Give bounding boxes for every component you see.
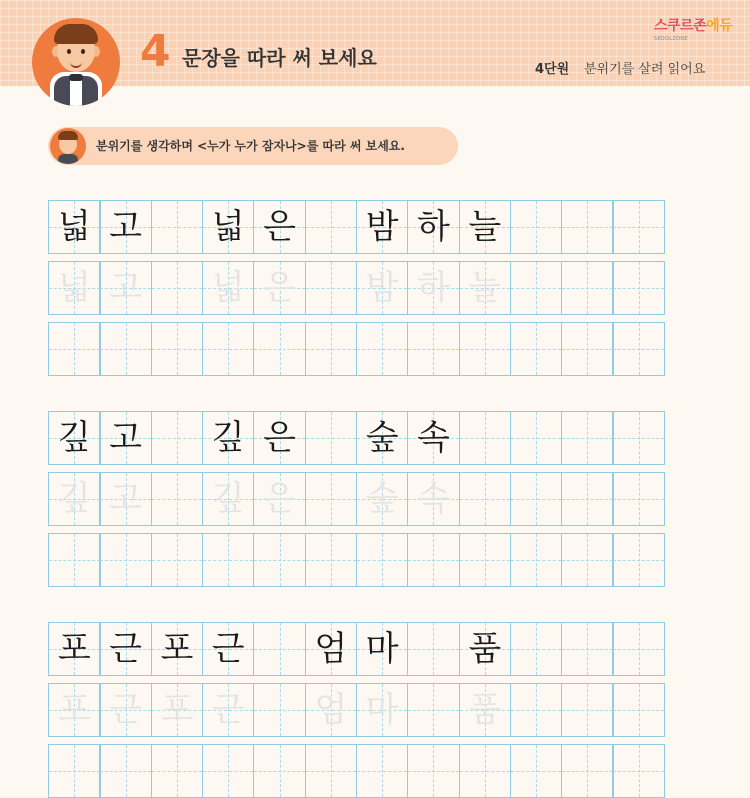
writing-cell-empty [99, 744, 152, 798]
unit-number: 4 [140, 26, 171, 77]
model-cell [407, 411, 460, 465]
trace-cell [151, 472, 204, 526]
model-cell [305, 200, 358, 254]
writing-cell-empty [151, 533, 204, 587]
trace-character: 하 [417, 268, 450, 308]
trace-character: 근 [109, 690, 142, 730]
blank-row-1 [48, 322, 665, 376]
model-cell [407, 622, 460, 676]
writing-cell-empty [459, 322, 512, 376]
trace-cell [561, 261, 614, 315]
writing-cell-empty [561, 744, 614, 798]
trace-row-3 [48, 683, 665, 737]
writing-cell-empty [612, 322, 665, 376]
writing-cell-empty [305, 322, 358, 376]
model-cell [561, 411, 614, 465]
writing-cell-empty [151, 322, 204, 376]
writing-cell-empty [151, 744, 204, 798]
model-cell [510, 622, 563, 676]
brand-logo-sub: SKOOLZONE [654, 36, 688, 42]
model-character: 고 [109, 418, 142, 458]
writing-cell-empty [407, 744, 460, 798]
trace-cell [202, 683, 255, 737]
trace-cell [253, 683, 306, 737]
model-cell [561, 622, 614, 676]
trace-cell [202, 472, 255, 526]
writing-cell-empty [459, 533, 512, 587]
trace-cell [612, 261, 665, 315]
model-cell [99, 200, 152, 254]
model-character: 속 [417, 418, 450, 458]
writing-cell-empty [356, 533, 409, 587]
model-character: 넓 [57, 207, 91, 247]
model-cell [305, 411, 358, 465]
trace-character: 근 [211, 690, 245, 730]
model-character: 엄 [314, 629, 348, 669]
model-cell [459, 411, 512, 465]
trace-cell [253, 261, 306, 315]
trace-cell [151, 261, 204, 315]
model-cell [48, 411, 101, 465]
blank-row-3 [48, 744, 665, 798]
writing-cell-empty [99, 322, 152, 376]
trace-cell [612, 683, 665, 737]
trace-character: 품 [468, 690, 502, 730]
model-cell [202, 200, 255, 254]
model-cell [48, 622, 101, 676]
model-character: 근 [211, 629, 245, 669]
instruction-text: 분위기를 생각하며 <누가 누가 잠자나>를 따라 써 보세요. [96, 139, 405, 153]
model-cell [48, 200, 101, 254]
trace-cell [459, 261, 512, 315]
trace-cell [407, 683, 460, 737]
writing-cell-empty [253, 533, 306, 587]
model-cell [356, 411, 409, 465]
model-character: 밤 [365, 207, 399, 247]
writing-cell-empty [407, 533, 460, 587]
page-title: 문장을 따라 써 보세요 [182, 46, 377, 70]
trace-character: 넓 [57, 268, 91, 308]
trace-cell [561, 683, 614, 737]
writing-cell-empty [510, 533, 563, 587]
model-character: 근 [109, 629, 142, 669]
model-cell [407, 200, 460, 254]
model-cell [612, 411, 665, 465]
model-character: 숲 [365, 418, 399, 458]
writing-cell-empty [48, 744, 101, 798]
trace-character: 속 [417, 479, 450, 519]
model-cell [253, 200, 306, 254]
model-row-1 [48, 200, 665, 254]
trace-character: 고 [109, 479, 142, 519]
trace-cell [48, 472, 101, 526]
model-row-2 [48, 411, 665, 465]
model-character: 깊 [57, 418, 91, 458]
model-cell [459, 200, 512, 254]
trace-character: 은 [263, 479, 296, 519]
writing-cell-empty [48, 322, 101, 376]
model-cell [253, 622, 306, 676]
writing-cell-empty [510, 744, 563, 798]
trace-cell [99, 261, 152, 315]
trace-character: 엄 [314, 690, 348, 730]
trace-cell [407, 472, 460, 526]
writing-cell-empty [99, 533, 152, 587]
trace-cell [510, 472, 563, 526]
trace-cell [612, 472, 665, 526]
model-cell [99, 411, 152, 465]
writing-cell-empty [561, 322, 614, 376]
writing-cell-empty [48, 533, 101, 587]
writing-cell-empty [253, 744, 306, 798]
model-cell [99, 622, 152, 676]
model-cell [356, 622, 409, 676]
model-cell [253, 411, 306, 465]
model-character: 포 [57, 629, 91, 669]
writing-cell-empty [305, 744, 358, 798]
writing-cell-empty [510, 322, 563, 376]
writing-cell-empty [356, 322, 409, 376]
boy-character-icon [50, 128, 86, 164]
trace-cell [459, 683, 512, 737]
unit-tag: 4단원 [535, 62, 570, 77]
model-character: 품 [468, 629, 502, 669]
trace-cell [305, 683, 358, 737]
trace-cell [202, 261, 255, 315]
model-cell [202, 411, 255, 465]
trace-cell [99, 683, 152, 737]
model-character: 고 [109, 207, 142, 247]
trace-cell [459, 472, 512, 526]
trace-character: 숲 [365, 479, 399, 519]
writing-cell-empty [407, 322, 460, 376]
model-cell [202, 622, 255, 676]
model-cell [151, 200, 204, 254]
trace-row-2 [48, 472, 665, 526]
writing-cell-empty [612, 533, 665, 587]
brand-logo: 스쿠르존에듀 [654, 18, 733, 34]
model-character: 깊 [211, 418, 245, 458]
trace-character: 은 [263, 268, 296, 308]
trace-character: 깊 [211, 479, 245, 519]
model-cell [305, 622, 358, 676]
trace-cell [99, 472, 152, 526]
trace-character: 밤 [365, 268, 399, 308]
trace-cell [48, 261, 101, 315]
trace-cell [48, 683, 101, 737]
boy-character-avatar [32, 18, 120, 106]
model-character: 은 [263, 207, 296, 247]
model-cell [510, 411, 563, 465]
model-cell [612, 622, 665, 676]
model-character: 하 [417, 207, 450, 247]
writing-cell-empty [202, 533, 255, 587]
blank-row-2 [48, 533, 665, 587]
model-character: 포 [160, 629, 194, 669]
trace-character: 마 [365, 690, 399, 730]
trace-character: 넓 [211, 268, 245, 308]
model-row-3 [48, 622, 665, 676]
model-cell [459, 622, 512, 676]
writing-cell-empty [202, 322, 255, 376]
trace-row-1 [48, 261, 665, 315]
trace-cell [305, 472, 358, 526]
trace-cell [356, 261, 409, 315]
writing-cell-empty [356, 744, 409, 798]
model-cell [151, 411, 204, 465]
model-character: 마 [365, 629, 399, 669]
trace-cell [510, 683, 563, 737]
trace-cell [561, 472, 614, 526]
model-cell [151, 622, 204, 676]
model-cell [612, 200, 665, 254]
model-character: 늘 [468, 207, 502, 247]
trace-character: 포 [160, 690, 194, 730]
model-cell [510, 200, 563, 254]
trace-cell [151, 683, 204, 737]
writing-cell-empty [253, 322, 306, 376]
writing-cell-empty [459, 744, 512, 798]
writing-cell-empty [561, 533, 614, 587]
trace-character: 깊 [57, 479, 91, 519]
trace-character: 포 [57, 690, 91, 730]
model-cell [356, 200, 409, 254]
trace-cell [407, 261, 460, 315]
writing-cell-empty [305, 533, 358, 587]
trace-character: 고 [109, 268, 142, 308]
trace-cell [253, 472, 306, 526]
trace-character: 늘 [468, 268, 502, 308]
trace-cell [305, 261, 358, 315]
model-character: 넓 [211, 207, 245, 247]
page-header [0, 0, 750, 86]
trace-cell [356, 472, 409, 526]
writing-cell-empty [612, 744, 665, 798]
unit-subtitle: 분위기를 살려 읽어요 [584, 62, 706, 77]
model-cell [561, 200, 614, 254]
trace-cell [510, 261, 563, 315]
trace-cell [356, 683, 409, 737]
model-character: 은 [263, 418, 296, 458]
writing-cell-empty [202, 744, 255, 798]
